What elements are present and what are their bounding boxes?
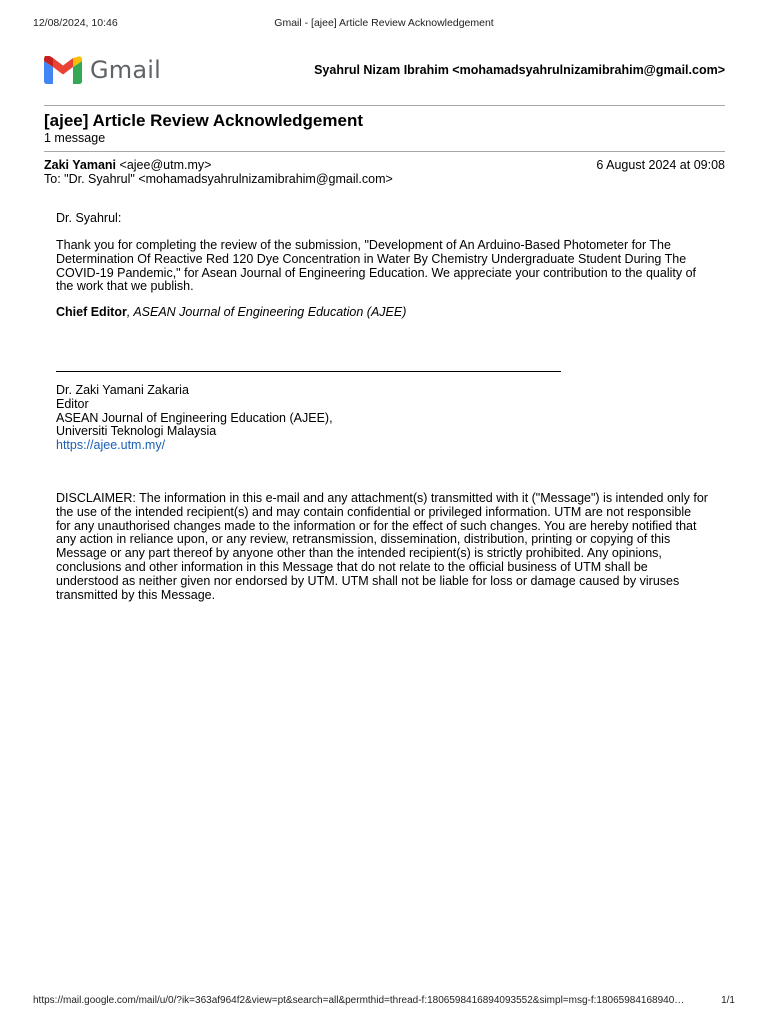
chief-editor-line: [56, 306, 720, 320]
thread-subject: [ajee] Article Review Acknowledgement: [44, 111, 364, 130]
account-label: Syahrul Nizam Ibrahim <mohamadsyahrulnizamibrahim@gmail.com>: [314, 63, 725, 77]
paragraph-line: Thank you for completing the review of the submission, "Development of An Arduino-Based Photometer for The: [56, 238, 671, 252]
sender-email: <ajee@utm.my>: [119, 158, 212, 172]
disclaimer: [56, 492, 720, 602]
chief-editor-journal: , ASEAN Journal of Engineering Education (AJEE): [126, 305, 407, 319]
signature-role: Editor: [56, 396, 89, 411]
print-footer: [33, 995, 735, 1007]
paragraph-line: Determination Of Reactive Red 120 Dye Concentration in Water By Chemistry Undergraduate Student During The: [56, 251, 687, 266]
header-divider: [44, 105, 725, 106]
page-number: 1/1: [721, 995, 735, 1006]
print-header: [33, 17, 735, 29]
thread-divider: [44, 151, 725, 152]
disclaimer-line: conclusions and other information in this Message that do not relate to the official business of UTM shall be: [56, 559, 648, 574]
message-paragraph: [56, 239, 720, 294]
message-sender: [44, 158, 211, 172]
disclaimer-line: understood as neither given nor endorsed by UTM. UTM shall not be liable for loss or damage caused by viruses: [56, 573, 680, 588]
paragraph-line: COVID-19 Pandemic," for Asean Journal of Engineering Education. We appreciate your contribution to the quality of: [56, 265, 696, 280]
gmail-logo: [44, 56, 161, 84]
print-datetime: 12/08/2024, 10:46: [33, 17, 118, 29]
message-count: 1 message: [44, 131, 106, 145]
message-recipient: To: "Dr. Syahrul" <mohamadsyahrulnizamibrahim@gmail.com>: [44, 172, 393, 186]
message-greeting: Dr. Syahrul:: [56, 211, 122, 225]
paragraph-line: the work that we publish.: [56, 279, 194, 294]
signature-journal: ASEAN Journal of Engineering Education (AJEE),: [56, 410, 333, 425]
sender-name: Zaki Yamani: [44, 158, 117, 172]
journal-website-link[interactable]: https://ajee.utm.my/: [56, 438, 166, 453]
gmail-logo-icon: [44, 56, 82, 84]
signature-university: Universiti Teknologi Malaysia: [56, 424, 217, 439]
signature-divider: [56, 371, 561, 372]
disclaimer-line: any action in reliance upon, or any review, retransmission, dissemination, distribution, printing or copying of this: [56, 532, 671, 547]
disclaimer-line: the use of the intended recipient(s) and may contain confidential or privileged information. UTM are not responsible: [56, 504, 692, 519]
disclaimer-line: DISCLAIMER: The information in this e-mail and any attachment(s) transmitted with it ("Message") is intended only for: [56, 491, 708, 505]
print-page-title: Gmail - [ajee] Article Review Acknowledgement: [274, 17, 494, 29]
disclaimer-line: Message or any part thereof by anyone other than the intended recipient(s) is strictly prohibited. Any opinions,: [56, 546, 662, 561]
disclaimer-line: for any unauthorised changes made to the information or for the effect of such changes. You are hereby notified that: [56, 518, 697, 533]
chief-editor-title: Chief Editor: [56, 305, 127, 319]
signature-block: [56, 384, 720, 453]
disclaimer-line: transmitted by this Message.: [56, 587, 216, 602]
gmail-logo-text: Gmail: [90, 56, 162, 84]
message-date: 6 August 2024 at 09:08: [596, 158, 725, 172]
signature-name: Dr. Zaki Yamani Zakaria: [56, 383, 189, 397]
print-url: https://mail.google.com/mail/u/0/?ik=363af964f2&view=pt&search=all&permthid=thread-f:1806598416894093552&simpl=msg-f:18065984168940…: [33, 995, 685, 1006]
